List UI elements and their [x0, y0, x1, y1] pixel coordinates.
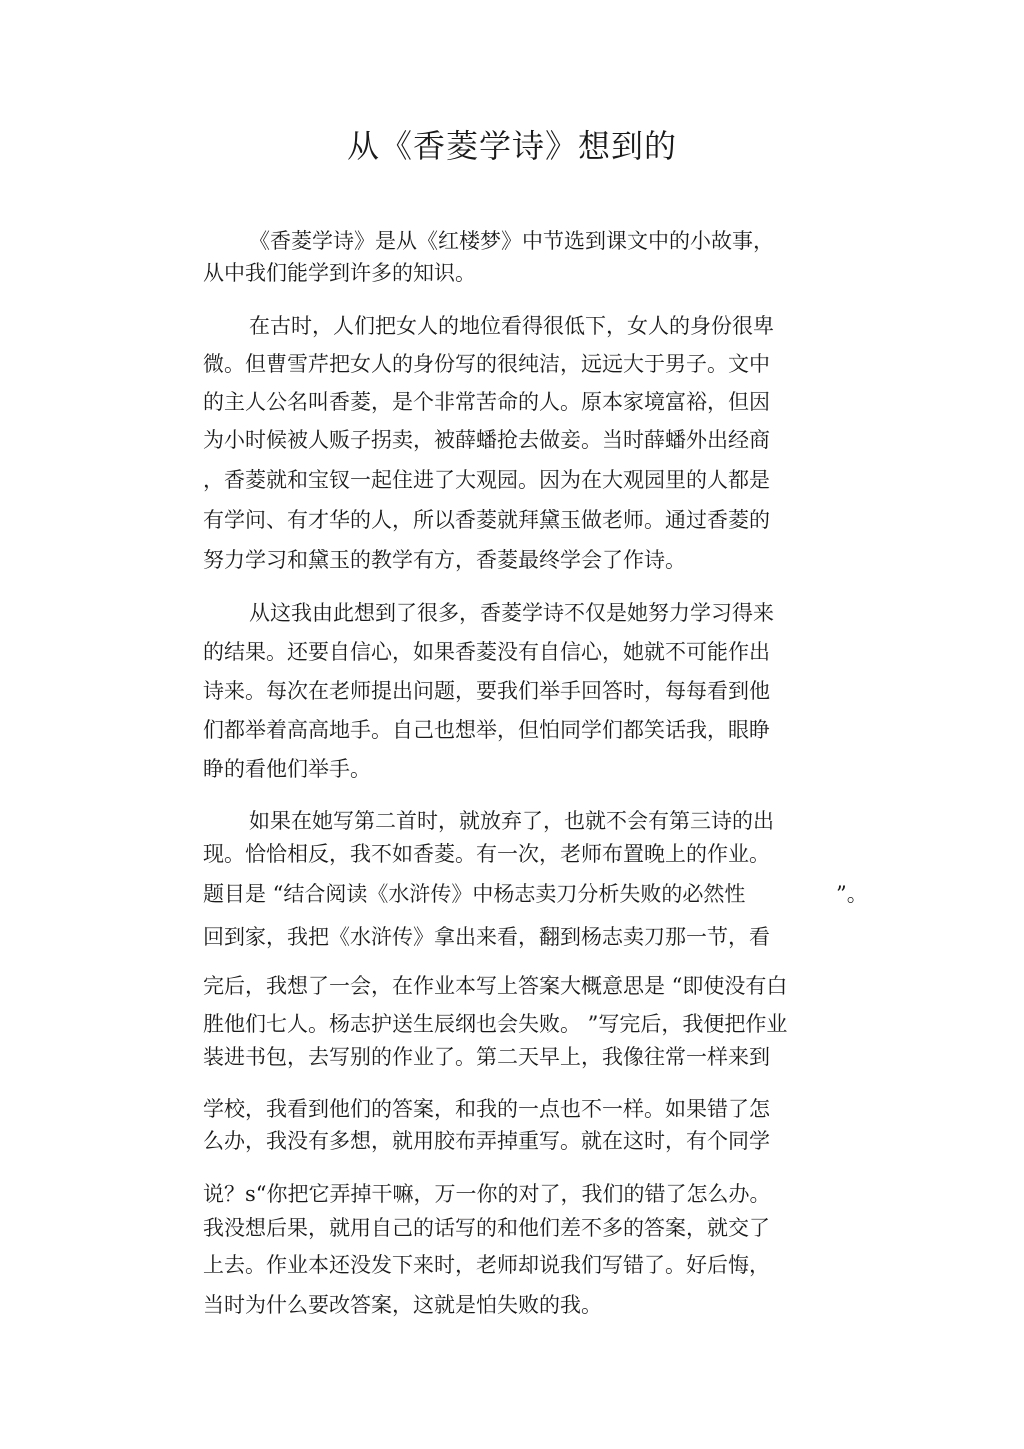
- text-line: 完后，我想了一会，在作业本写上答案大概意思是 “即使没有白: [203, 974, 788, 998]
- text-line: 回到家，我把《水浒传》拿出来看，翻到杨志卖刀那一节，看: [203, 925, 770, 949]
- text-line: 《香菱学诗》是从《红楼梦》中节选到课文中的小故事，: [249, 229, 774, 253]
- text-line: 上去。作业本还没发下来时，老师却说我们写错了。好后悔，: [203, 1253, 770, 1277]
- text-line: 胜他们七人。杨志护送生辰纲也会失败。 ”写完后，我便把作业: [203, 1012, 788, 1036]
- text-line: 如果在她写第二首时，就放弃了，也就不会有第三诗的出: [249, 809, 774, 833]
- text-line: 们都举着高高地手。自己也想举，但怕同学们都笑话我，眼睁: [203, 718, 770, 742]
- text-line: 现。恰恰相反，我不如香菱。有一次，老师布置晚上的作业。: [203, 842, 770, 866]
- text-line-tail: ”。: [836, 882, 868, 906]
- text-line: 我没想后果，就用自己的话写的和他们差不多的答案，就交了: [203, 1216, 770, 1240]
- text-line: 的结果。还要自信心，如果香菱没有自信心，她就不可能作出: [203, 640, 770, 664]
- text-line: 装进书包，去写别的作业了。第二天早上，我像往常一样来到: [203, 1045, 770, 1069]
- text-line: 么办，我没有多想，就用胶布弄掉重写。就在这时，有个同学: [203, 1129, 770, 1153]
- text-line: 睁的看他们举手。: [203, 757, 371, 781]
- text-line: 说？s“你把它弄掉干嘛，万一你的对了，我们的错了怎么办。: [203, 1182, 771, 1206]
- text-line: 当时为什么要改答案，这就是怕失败的我。: [203, 1293, 602, 1317]
- text-line: 有学问、有才华的人，所以香菱就拜黛玉做老师。通过香菱的: [203, 508, 770, 532]
- text-line: 题目是 “结合阅读《水浒传》中杨志卖刀分析失败的必然性: [203, 882, 746, 906]
- text-line: 为小时候被人贩子拐卖，被薛蟠抢去做妾。当时薛蟠外出经商: [203, 428, 770, 452]
- text-line: 从中我们能学到许多的知识。: [203, 261, 476, 285]
- text-line: 努力学习和黛玉的教学有方，香菱最终学会了作诗。: [203, 548, 686, 572]
- document-title: 从《香菱学诗》想到的: [346, 127, 677, 165]
- text-line: 学校，我看到他们的答案，和我的一点也不一样。如果错了怎: [203, 1097, 770, 1121]
- text-line: 在古时，人们把女人的地位看得很低下，女人的身份很卑: [249, 314, 774, 338]
- text-line: ，香菱就和宝钗一起住进了大观园。因为在大观园里的人都是: [203, 468, 770, 492]
- text-line: 的主人公名叫香菱，是个非常苦命的人。原本家境富裕，但因: [203, 390, 770, 414]
- text-line: 诗来。每次在老师提出问题，要我们举手回答时，每每看到他: [203, 679, 770, 703]
- text-line: 从这我由此想到了很多，香菱学诗不仅是她努力学习得来: [249, 601, 774, 625]
- text-line: 微。但曹雪芹把女人的身份写的很纯洁，远远大于男子。文中: [203, 352, 770, 376]
